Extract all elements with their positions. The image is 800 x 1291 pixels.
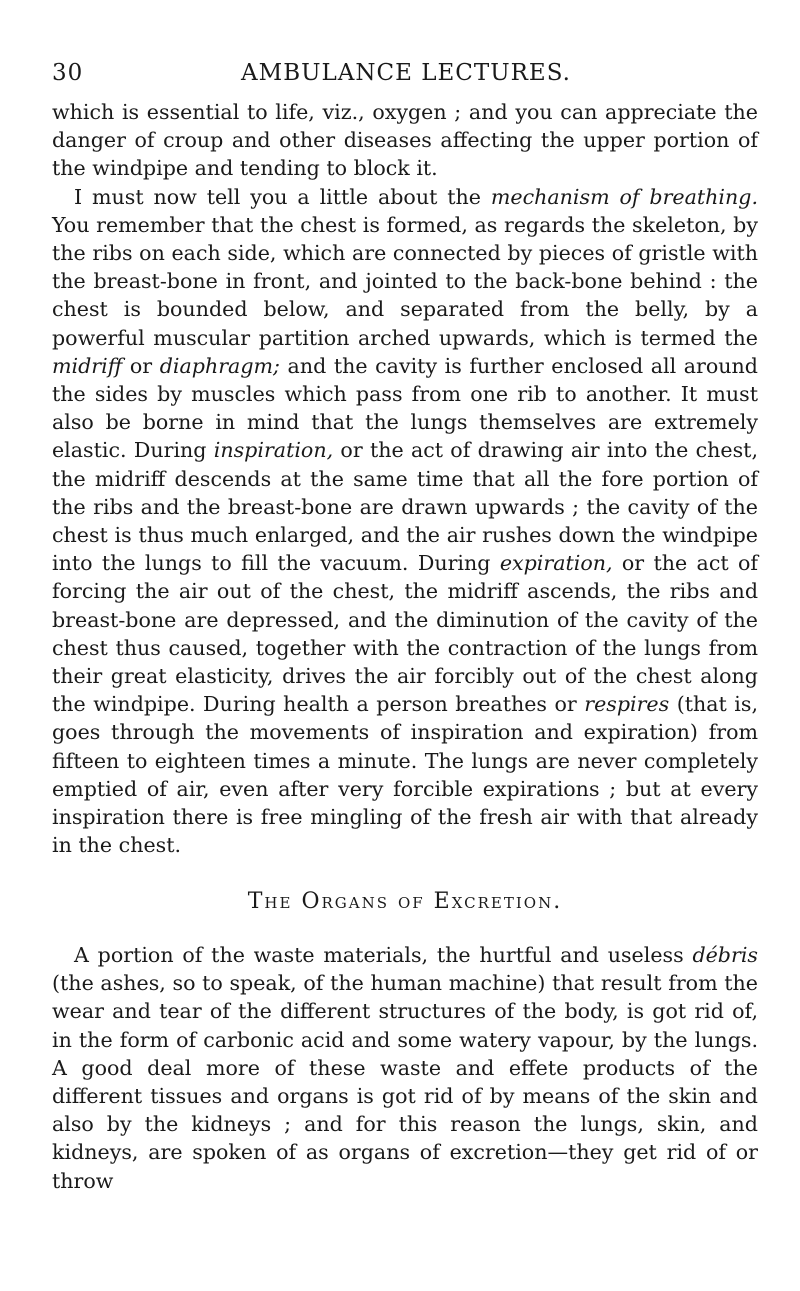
italic-term: expiration, [499, 551, 613, 576]
running-title: AMBULANCE LECTURES. [241, 60, 571, 86]
italic-term: débris [692, 943, 758, 967]
paragraph-text: which is essential to life, viz., oxygen ; and you can appreciate the danger of croup and other diseases affecting the upper portion of the windpipe and tending to block it. [52, 100, 758, 181]
italic-term: inspiration, [213, 438, 334, 463]
running-head [52, 60, 760, 90]
text-block-lower [52, 941, 758, 1195]
italic-term: diaphragm; [159, 353, 280, 378]
text-block-upper [52, 98, 758, 859]
text-run: or the act of drawing air into the chest, the midriff descends at the same time that all the fore portion of the ribs and the breast-bone are drawn upwards ; the cavity of the chest is thus much enlarged, and the air rushes down the windpipe into the lungs to fill the vacuum. During [52, 438, 758, 576]
page-number: 30 [52, 60, 84, 86]
text-run: or [122, 353, 160, 378]
text-run: A portion of the waste materials, the hurtful and useless [74, 943, 693, 967]
paragraph-excretion [52, 941, 758, 1195]
italic-term: respires [584, 692, 670, 717]
text-run: and the cavity is further enclosed all around the sides by muscles which pass from one rib to another. It must also be borne in mind that the lungs themselves are extremely elastic. During [52, 353, 758, 463]
paragraph-mechanism-of-breathing [52, 183, 758, 860]
text-run: I must now tell you a little about the [74, 184, 491, 209]
text-run: (that is, goes through the movements of inspiration and expiration) from fifteen to eighteen times a minute. The lungs are never completely emptied of air, even after very forcible expirations ; but at every inspiration there is free mingling of the fresh air with that already in the chest. [52, 692, 759, 858]
section-heading: The Organs of Excretion. [247, 889, 563, 914]
italic-term: mechanism of breathing. [490, 184, 758, 209]
text-run: (the ashes, so to speak, of the human machine) that result from the wear and tear of the different structures of the body, is got rid of, in the form of carbonic acid and some watery vapour, by the lungs. A good deal more of these waste and effete products of the different tissues and organs is got rid of by means of the skin and also by the kidneys ; and for this reason the lungs, skin, and kidneys, are spoken of as organs of excretion—they get rid of or throw [52, 971, 758, 1193]
text-run: or the act of forcing the air out of the chest, the midriff ascends, the ribs and breast-bone are depressed, and the diminution of the cavity of the chest thus caused, together with the contraction of the lungs from their great elasticity, drives the air forcibly out of the chest along the windpipe. During health a person breathes or [52, 551, 758, 717]
text-run: You remember that the chest is formed, as regards the skeleton, by the ribs on each side, which are connected by pieces of gristle with the breast-bone in front, and jointed to the back-bone behind : the chest is bounded below, and separated from the belly, by a powerful muscular partition arched upwards, which is termed the [52, 212, 758, 350]
paragraph-continued [52, 98, 758, 183]
italic-term: midriff [52, 353, 123, 378]
